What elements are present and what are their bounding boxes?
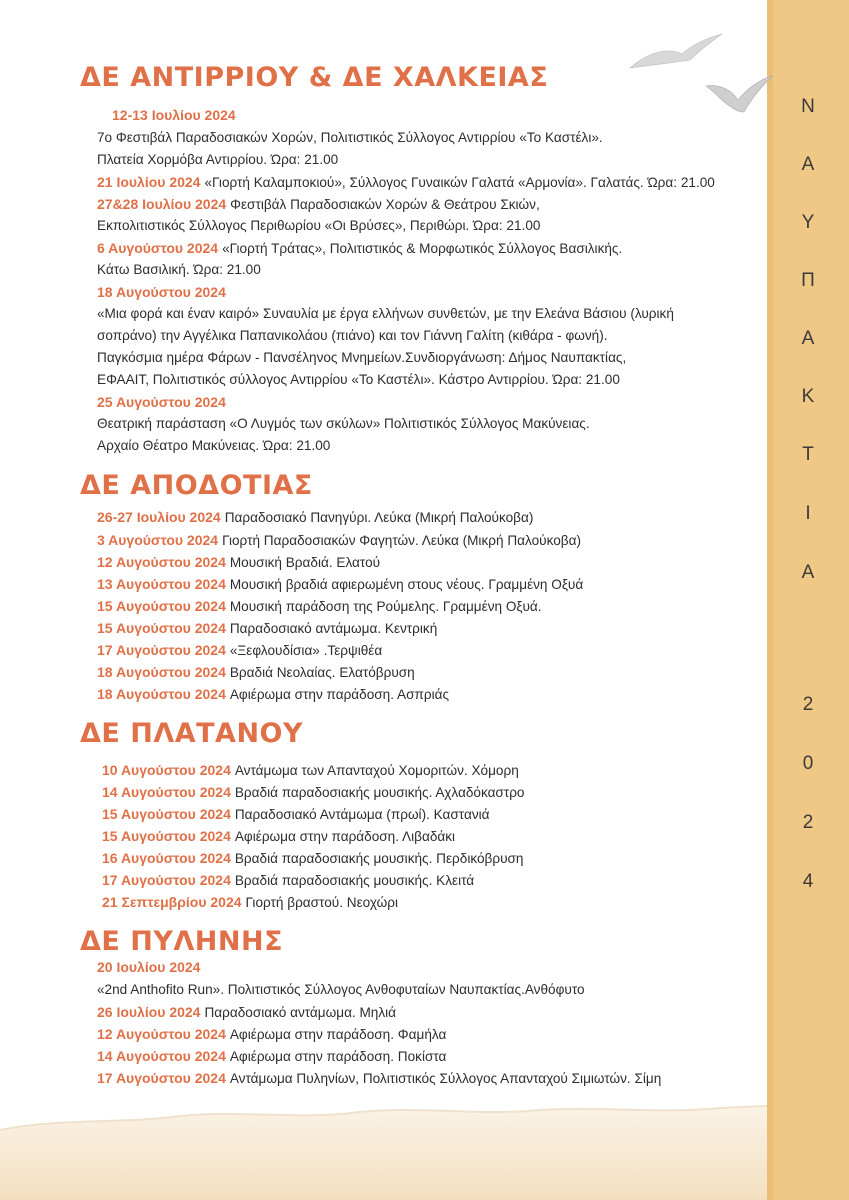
event-line (97, 1046, 446, 1067)
event-description: Πλατεία Χορμόβα Αντιρρίου. Ώρα: 21.00 (97, 152, 339, 167)
event-description: Γιορτή Παραδοσιακών Φαγητών. Λεύκα (Μικρή Παλούκοβα) (222, 533, 581, 548)
event-date: 12 Αυγούστου 2024 (97, 554, 226, 570)
event-description: Κάτω Βασιλική. Ώρα: 21.00 (97, 262, 261, 277)
event-line (97, 216, 540, 236)
event-line (97, 128, 603, 148)
event-description: ΕΦΑΑΙΤ, Πολιτιστικός σύλλογος Αντιρρίου «Το Καστέλι». Κάστρο Αντιρρίου. Ώρα: 21.00 (97, 372, 620, 387)
event-line (102, 826, 455, 847)
sidebar-band (767, 0, 849, 1200)
event-date: 6 Αυγούστου 2024 (97, 240, 219, 256)
event-description: Αντάμωμα Πυληνίων, Πολιτιστικός Σύλλογος Απανταχού Σιμιωτών. Σίμη (229, 1071, 662, 1086)
event-date: 15 Αυγούστου 2024 (97, 598, 226, 614)
seagulls-illustration (620, 20, 780, 120)
vertical-title-letter: Α (801, 154, 815, 175)
event-line (112, 105, 236, 126)
event-date: 3 Αυγούστου 2024 (97, 532, 219, 548)
event-description: Φεστιβάλ Παραδοσιακών Χορών & Θεάτρου Σκιών, (230, 197, 540, 212)
event-date: 13 Αυγούστου 2024 (97, 576, 226, 592)
event-line (97, 618, 437, 639)
vertical-title-letter: Υ (801, 212, 815, 233)
event-date: 18 Αυγούστου 2024 (97, 284, 226, 300)
vertical-title-letter: Π (801, 270, 815, 291)
vertical-year-digit: 2 (802, 812, 814, 833)
event-description: «Μια φορά και έναν καιρό» Συναυλία με έργα ελλήνων συνθετών, με την Ελεάνα Βάσιου (λυρική (97, 306, 674, 321)
event-line (102, 804, 490, 825)
event-date: 21 Σεπτεμβρίου 2024 (102, 894, 242, 910)
event-line (102, 782, 524, 803)
event-line (102, 848, 523, 869)
event-line (97, 370, 620, 390)
event-description: Παραδοσιακό αντάμωμα. Κεντρική (229, 621, 438, 636)
event-line (102, 870, 474, 891)
vertical-title-letter: Ν (801, 96, 815, 117)
event-line (97, 392, 226, 413)
event-description: Παραδοσιακό Αντάμωμα (πρωί). Καστανιά (234, 807, 490, 822)
section-title: ΔΕ ΠΥΛΗΝΗΣ (80, 926, 284, 957)
event-line (97, 957, 200, 978)
event-line (97, 414, 590, 434)
event-description: Αντάμωμα των Απανταχού Χομοριτών. Χόμορη (234, 763, 519, 778)
event-date: 14 Αυγούστου 2024 (102, 784, 231, 800)
event-line (97, 150, 338, 170)
event-description: Θεατρική παράσταση «Ο Λυγμός των σκύλων» Πολιτιστικός Σύλλογος Μακύνειας. (97, 416, 590, 431)
event-description: Βραδιά παραδοσιακής μουσικής. Περδικόβρυση (234, 851, 524, 866)
event-description: 7ο Φεστιβάλ Παραδοσιακών Χορών, Πολιτιστικός Σύλλογος Αντιρρίου «Το Καστέλι». (97, 130, 603, 145)
event-date: 26 Ιουλίου 2024 (97, 1004, 201, 1020)
event-description: Γιορτή βραστού. Νεοχώρι (245, 895, 398, 910)
event-description: Παγκόσμια ημέρα Φάρων - Πανσέληνος Μνημείων.Συνδιοργάνωση: Δήμος Ναυπακτίας, (97, 350, 627, 365)
event-line (97, 980, 585, 1000)
event-description: «2nd Anthofito Run». Πολιτιστικός Σύλλογος Ανθοφυταίων Ναυπακτίας.Ανθόφυτο (97, 982, 585, 997)
event-date: 17 Αυγούστου 2024 (102, 872, 231, 888)
section-title: ΔΕ ΠΛΑΤΑΝΟΥ (80, 718, 304, 749)
event-line (97, 172, 715, 193)
event-description: Αφιέρωμα στην παράδοση. Φαμήλα (229, 1027, 447, 1042)
event-date: 15 Αυγούστου 2024 (102, 806, 231, 822)
event-line (97, 260, 261, 280)
event-date: 17 Αυγούστου 2024 (97, 642, 226, 658)
event-line (97, 282, 226, 303)
event-line (97, 1024, 446, 1045)
event-line (97, 1002, 396, 1023)
event-line (102, 760, 519, 781)
event-line (97, 684, 449, 705)
event-line (97, 436, 330, 456)
vertical-year-digit: 4 (802, 871, 814, 892)
event-description: Μουσική βραδιά αφιερωμένη στους νέους. Γραμμένη Οξυά (229, 577, 584, 592)
event-description: «Ξεφλουδίσια» .Τερψιθέα (229, 643, 383, 658)
event-line (97, 574, 583, 595)
event-description: Μουσική παράδοση της Ρούμελης. Γραμμένη Οξυά. (229, 599, 542, 614)
event-description: Αρχαίο Θέατρο Μακύνειας. Ώρα: 21.00 (97, 438, 331, 453)
event-description: Βραδιά παραδοσιακής μουσικής. Κλειτά (234, 873, 475, 888)
event-date: 18 Αυγούστου 2024 (97, 686, 226, 702)
event-date: 18 Αυγούστου 2024 (97, 664, 226, 680)
event-description: «Γιορτή Τράτας», Πολιτιστικός & Μορφωτικός Σύλλογος Βασιλικής. (222, 241, 623, 256)
event-description: Παραδοσιακό Πανηγύρι. Λεύκα (Μικρή Παλούκοβα) (224, 510, 534, 525)
event-date: 15 Αυγούστου 2024 (97, 620, 226, 636)
event-line (102, 892, 398, 913)
event-date: 17 Αυγούστου 2024 (97, 1070, 226, 1086)
event-date: 15 Αυγούστου 2024 (102, 828, 231, 844)
event-description: Βραδιά παραδοσιακής μουσικής. Αχλαδόκαστρο (234, 785, 525, 800)
event-line (97, 238, 622, 259)
event-line (97, 552, 380, 573)
event-date: 10 Αυγούστου 2024 (102, 762, 231, 778)
event-line (97, 326, 608, 346)
event-line (97, 348, 626, 368)
event-description: Αφιέρωμα στην παράδοση. Ποκίστα (229, 1049, 447, 1064)
vertical-title-letter: Α (801, 562, 815, 583)
event-description: Αφιέρωμα στην παράδοση. Λιβαδάκι (234, 829, 456, 844)
event-line (97, 304, 674, 324)
event-line (97, 194, 540, 215)
vertical-title-letter: Ι (805, 503, 811, 524)
event-date: 20 Ιουλίου 2024 (97, 959, 201, 975)
event-date: 12-13 Ιουλίου 2024 (112, 107, 236, 123)
event-description: «Γιορτή Καλαμποκιού», Σύλλογος Γυναικών Γαλατά «Αρμονία». Γαλατάς. Ώρα: 21.00 (204, 175, 715, 190)
seagull-icon (630, 34, 722, 68)
event-line (97, 1068, 661, 1089)
vertical-title-letter: Τ (802, 444, 814, 465)
event-description: Μουσική Βραδιά. Ελατού (229, 555, 381, 570)
sand-decoration (0, 1090, 767, 1200)
event-date: 27&28 Ιουλίου 2024 (97, 196, 227, 212)
event-date: 26-27 Ιουλίου 2024 (97, 509, 221, 525)
event-date: 21 Ιουλίου 2024 (97, 174, 201, 190)
event-description: Βραδιά Νεολαίας. Ελατόβρυση (229, 665, 415, 680)
seagull-icon (706, 76, 772, 112)
vertical-title-letter: Α (801, 328, 815, 349)
event-description: σοπράνο) την Αγγέλικα Παπανικολάου (πιάνο) και τον Γιάννη Γαλίτη (κιθάρα - φωνή). (97, 328, 608, 343)
event-line (97, 596, 542, 617)
section-title: ΔΕ ΑΠΟΔΟΤΙΑΣ (80, 470, 313, 501)
vertical-year-digit: 0 (802, 753, 814, 774)
section-title: ΔΕ ΑΝΤΙΡΡΙΟΥ & ΔΕ ΧΑΛΚΕΙΑΣ (80, 62, 549, 93)
event-date: 14 Αυγούστου 2024 (97, 1048, 226, 1064)
event-description: Παραδοσιακό αντάμωμα. Μηλιά (204, 1005, 397, 1020)
vertical-year-digit: 2 (802, 694, 814, 715)
sidebar-edge (767, 0, 773, 1200)
event-line (97, 662, 415, 683)
event-line (97, 640, 382, 661)
event-line (97, 507, 533, 528)
event-date: 12 Αυγούστου 2024 (97, 1026, 226, 1042)
event-description: Αφιέρωμα στην παράδοση. Ασπριάς (229, 687, 450, 702)
event-date: 16 Αυγούστου 2024 (102, 850, 231, 866)
event-date: 25 Αυγούστου 2024 (97, 394, 226, 410)
event-description: Εκπολιτιστικός Σύλλογος Περιθωρίου «Οι Βρύσες», Περιθώρι. Ώρα: 21.00 (97, 218, 541, 233)
event-line (97, 530, 581, 551)
vertical-title-letter: Κ (801, 386, 815, 407)
